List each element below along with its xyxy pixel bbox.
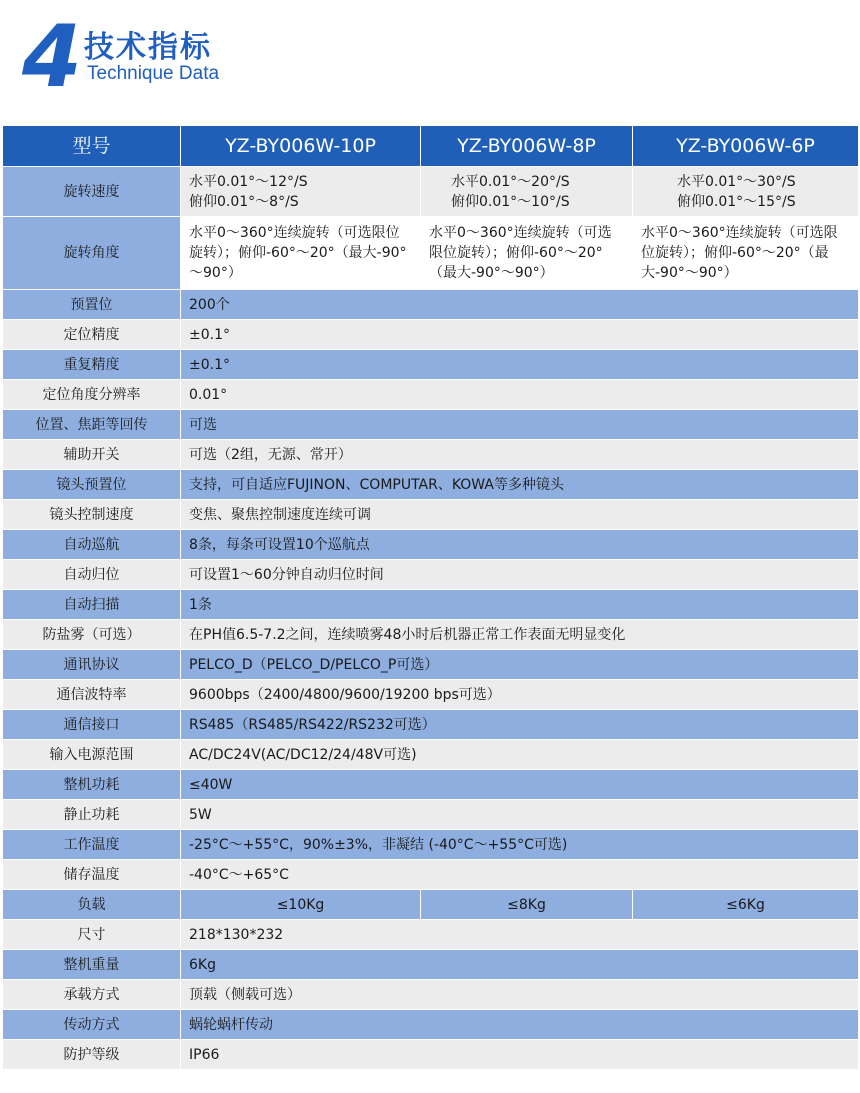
table-row: [3, 167, 859, 217]
row-value: 蜗轮蜗杆传动: [181, 1010, 859, 1040]
row-label: 镜头预置位: [3, 470, 181, 500]
table-row: [3, 770, 859, 800]
row-label: 自动扫描: [3, 590, 181, 620]
angle-10p: 水平0～360°连续旋转（可选限位旋转）；俯仰-60°～20°（最大-90°～90°）: [181, 217, 421, 290]
model-label: 型号: [3, 126, 181, 167]
row-value: 200个: [181, 290, 859, 320]
table-row: [3, 680, 859, 710]
row-label: 镜头控制速度: [3, 500, 181, 530]
angle-8p: 水平0～360°连续旋转（可选限位旋转）；俯仰-60°～20°（最大-90°～90°）: [421, 217, 633, 290]
table-row: [3, 350, 859, 380]
speed-6p: 水平0.01°～30°/S 俯仰0.01°～15°/S: [633, 167, 859, 217]
section-subtitle: Technique Data: [87, 63, 220, 84]
row-value: -40°C～+65°C: [181, 860, 859, 890]
row-label: 辅助开关: [3, 440, 181, 470]
row-label: 整机功耗: [3, 770, 181, 800]
table-row: [3, 320, 859, 350]
row-value: 变焦、聚焦控制速度连续可调: [181, 500, 859, 530]
table-row: [3, 440, 859, 470]
table-row: [3, 530, 859, 560]
table-row: [3, 290, 859, 320]
table-row: [3, 800, 859, 830]
row-value: 支持，可自适应FUJINON、COMPUTAR、KOWA等多种镜头: [181, 470, 859, 500]
row-value: 1条: [181, 590, 859, 620]
row-label: 定位角度分辨率: [3, 380, 181, 410]
table-row: [3, 650, 859, 680]
row-label: 通信波特率: [3, 680, 181, 710]
row-value: 9600bps（2400/4800/9600/19200 bps可选）: [181, 680, 859, 710]
row-label: 静止功耗: [3, 800, 181, 830]
row-label: 通讯协议: [3, 650, 181, 680]
model-10p: YZ-BY006W-10P: [181, 126, 421, 167]
row-label: 通信接口: [3, 710, 181, 740]
row-value: ≤40W: [181, 770, 859, 800]
row-label: 承载方式: [3, 980, 181, 1010]
row-label: 位置、焦距等回传: [3, 410, 181, 440]
row-value: -25°C～+55°C，90%±3%，非凝结 (-40°C～+55°C可选): [181, 830, 859, 860]
table-row: [3, 920, 859, 950]
angle-6p: 水平0～360°连续旋转（可选限位旋转）；俯仰-60°～20°（最大-90°～90°）: [633, 217, 859, 290]
row-value: 218*130*232: [181, 920, 859, 950]
row-label: 负载: [3, 890, 181, 920]
table-row: [3, 1010, 859, 1040]
section-title: 技术指标: [84, 30, 212, 65]
table-row: [3, 740, 859, 770]
load-10p: ≤10Kg: [181, 890, 421, 920]
table-row: [3, 410, 859, 440]
row-label: 输入电源范围: [3, 740, 181, 770]
table-row: [3, 500, 859, 530]
table-row: [3, 560, 859, 590]
row-value: ±0.1°: [181, 350, 859, 380]
row-value: ±0.1°: [181, 320, 859, 350]
row-label: 整机重量: [3, 950, 181, 980]
row-value: 顶载（侧载可选）: [181, 980, 859, 1010]
load-8p: ≤8Kg: [421, 890, 633, 920]
row-label: 工作温度: [3, 830, 181, 860]
table-row: [3, 890, 859, 920]
table-row: [3, 620, 859, 650]
row-value: 8条，每条可设置10个巡航点: [181, 530, 859, 560]
row-value: 6Kg: [181, 950, 859, 980]
table-row: [3, 980, 859, 1010]
speed-8p: 水平0.01°～20°/S 俯仰0.01°～10°/S: [421, 167, 633, 217]
row-value: 5W: [181, 800, 859, 830]
table-row: [3, 830, 859, 860]
section-number: 4: [22, 7, 78, 107]
row-value: IP66: [181, 1040, 859, 1070]
row-label: 自动归位: [3, 560, 181, 590]
speed-10p: 水平0.01°～12°/S 俯仰0.01°～8°/S: [181, 167, 421, 217]
table-row: [3, 950, 859, 980]
table-row: [3, 470, 859, 500]
section-header: [0, 0, 860, 125]
row-value: 可选: [181, 410, 859, 440]
row-label: 旋转角度: [3, 217, 181, 290]
row-label: 自动巡航: [3, 530, 181, 560]
table-row: [3, 860, 859, 890]
row-label: 防盐雾（可选）: [3, 620, 181, 650]
row-label: 传动方式: [3, 1010, 181, 1040]
table-row: [3, 217, 859, 290]
model-6p: YZ-BY006W-6P: [633, 126, 859, 167]
row-label: 旋转速度: [3, 167, 181, 217]
row-value: 可选（2组，无源、常开）: [181, 440, 859, 470]
table-row: [3, 380, 859, 410]
row-label: 尺寸: [3, 920, 181, 950]
table-header-row: [3, 126, 859, 167]
spec-table: [2, 125, 859, 1070]
row-label: 重复精度: [3, 350, 181, 380]
row-value: 可设置1～60分钟自动归位时间: [181, 560, 859, 590]
row-label: 定位精度: [3, 320, 181, 350]
row-value: PELCO_D（PELCO_D/PELCO_P可选）: [181, 650, 859, 680]
row-label: 预置位: [3, 290, 181, 320]
row-label: 防护等级: [3, 1040, 181, 1070]
row-value: 在PH值6.5-7.2之间，连续喷雾48小时后机器正常工作表面无明显变化: [181, 620, 859, 650]
row-value: 0.01°: [181, 380, 859, 410]
table-row: [3, 710, 859, 740]
row-value: RS485（RS485/RS422/RS232可选）: [181, 710, 859, 740]
table-row: [3, 590, 859, 620]
row-value: AC/DC24V(AC/DC12/24/48V可选): [181, 740, 859, 770]
load-6p: ≤6Kg: [633, 890, 859, 920]
row-label: 储存温度: [3, 860, 181, 890]
model-8p: YZ-BY006W-8P: [421, 126, 633, 167]
table-row: [3, 1040, 859, 1070]
